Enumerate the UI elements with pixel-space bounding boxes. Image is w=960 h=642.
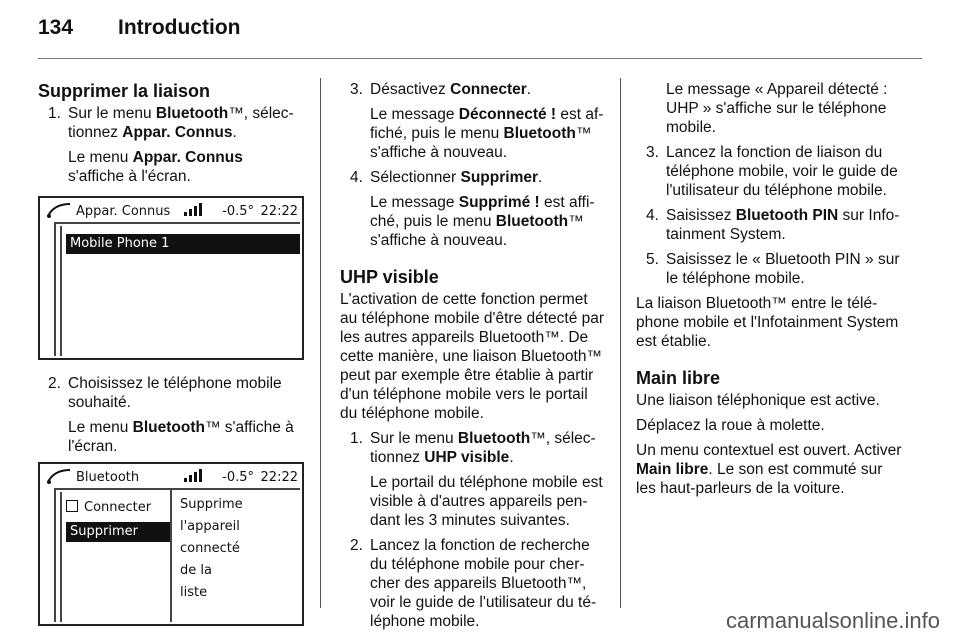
list-item: 4. Saisissez Bluetooth PIN sur Infotainment System. <box>646 207 900 243</box>
list-item: 2. Lancez la fonction de recherche du téléphone mobile pour chercher des appareils Bluetooth™, voir le guide de l'utilisateur du téléphone mobile. <box>350 537 597 630</box>
uhp-intro: L'activation de cette fonction permet au téléphone mobile d'être détecté par les autres appareils Bluetooth™. De cette manière, une liaison Bluetooth™ peut par exemple être établie à partir d'un téléphone mobile vers le portail du téléphone mobile. <box>340 291 605 422</box>
screen-title: Bluetooth <box>76 470 140 485</box>
list-item: 1. Sur le menu Bluetooth™, sélectionnez UHP visible. Le portail du téléphone mobile est visible à d'autres appareils pendant les 3 minutes suivantes. <box>350 430 603 529</box>
column-divider <box>620 78 621 608</box>
list-item: 2. Choisissez le téléphone mobile souhaité. Le menu Bluetooth™ s'affiche à l'écran. <box>48 375 294 455</box>
column-3: Le message « Appareil détecté : UHP » s'affiche sur le téléphone mobile. 3. Lancez la fonction de liaison du téléphone mobile, voir le guide de l'utilisateur du téléphone mobile. 4. Saisissez Bluetooth PIN sur Infotainment System. 5. Saisissez le « Bluetooth PIN » sur le téléphone mobile. La liaison Bluetooth™ entre le téléphone mobile et l'Infotainment System est établie. Main libre Une liaison téléphonique est active. Déplacez la roue à molette. Un menu contextuel est ouvert. Activer Main libre. Le son est commuté sur les haut-parleurs de la voiture. <box>636 80 906 504</box>
screen-appar-connus <box>38 196 304 360</box>
list-item: 5. Saisissez le « Bluetooth PIN » sur le téléphone mobile. <box>646 251 900 287</box>
clock-readout: 22:22 <box>260 204 298 219</box>
list-item: 3. Lancez la fonction de liaison du téléphone mobile, voir le guide de l'utilisateur du téléphone mobile. <box>646 144 898 199</box>
list-item: 3. Désactivez Connecter. Le message Déconnecté ! est affiché, puis le menu Bluetooth™ s'affiche à nouveau. <box>350 81 604 161</box>
column-1 <box>38 80 302 640</box>
section-heading-uhp-visible: UHP visible <box>340 267 439 287</box>
menu-item-supprimer[interactable]: Supprimer <box>66 522 170 542</box>
page-number: 134 <box>38 16 74 39</box>
column-divider <box>320 78 321 608</box>
temperature-readout: -0.5° <box>222 470 254 485</box>
section-heading-main-libre: Main libre <box>636 368 721 388</box>
list-item: 4. Sélectionner Supprimer. Le message Supprimé ! est affiché, puis le menu Bluetooth™ s'affiche à nouveau. <box>350 169 595 249</box>
temperature-readout: -0.5° <box>222 204 254 219</box>
list-item: 1. Sur le menu Bluetooth™, sélectionnez Appar. Connus. Le menu Appar. Connus s'affiche à l'écran. <box>48 105 294 185</box>
signal-strength-icon <box>184 202 206 216</box>
selected-device[interactable]: Mobile Phone 1 <box>66 234 300 254</box>
help-text: Supprime l'appareil connecté de la liste <box>180 497 243 600</box>
header-divider <box>38 58 922 59</box>
page-title: Introduction <box>118 16 241 39</box>
screen-title: Appar. Connus <box>76 204 171 219</box>
menu-item-connecter[interactable]: Connecter <box>66 498 151 517</box>
page-header <box>38 16 240 40</box>
screen-bluetooth <box>38 462 304 626</box>
signal-strength-icon <box>184 468 206 482</box>
column-2 <box>340 80 605 637</box>
section-heading-supprimer: Supprimer la liaison <box>38 81 211 101</box>
checkbox-icon <box>66 500 78 512</box>
watermark: carmanualsonline.info <box>725 608 940 633</box>
clock-readout: 22:22 <box>260 470 298 485</box>
